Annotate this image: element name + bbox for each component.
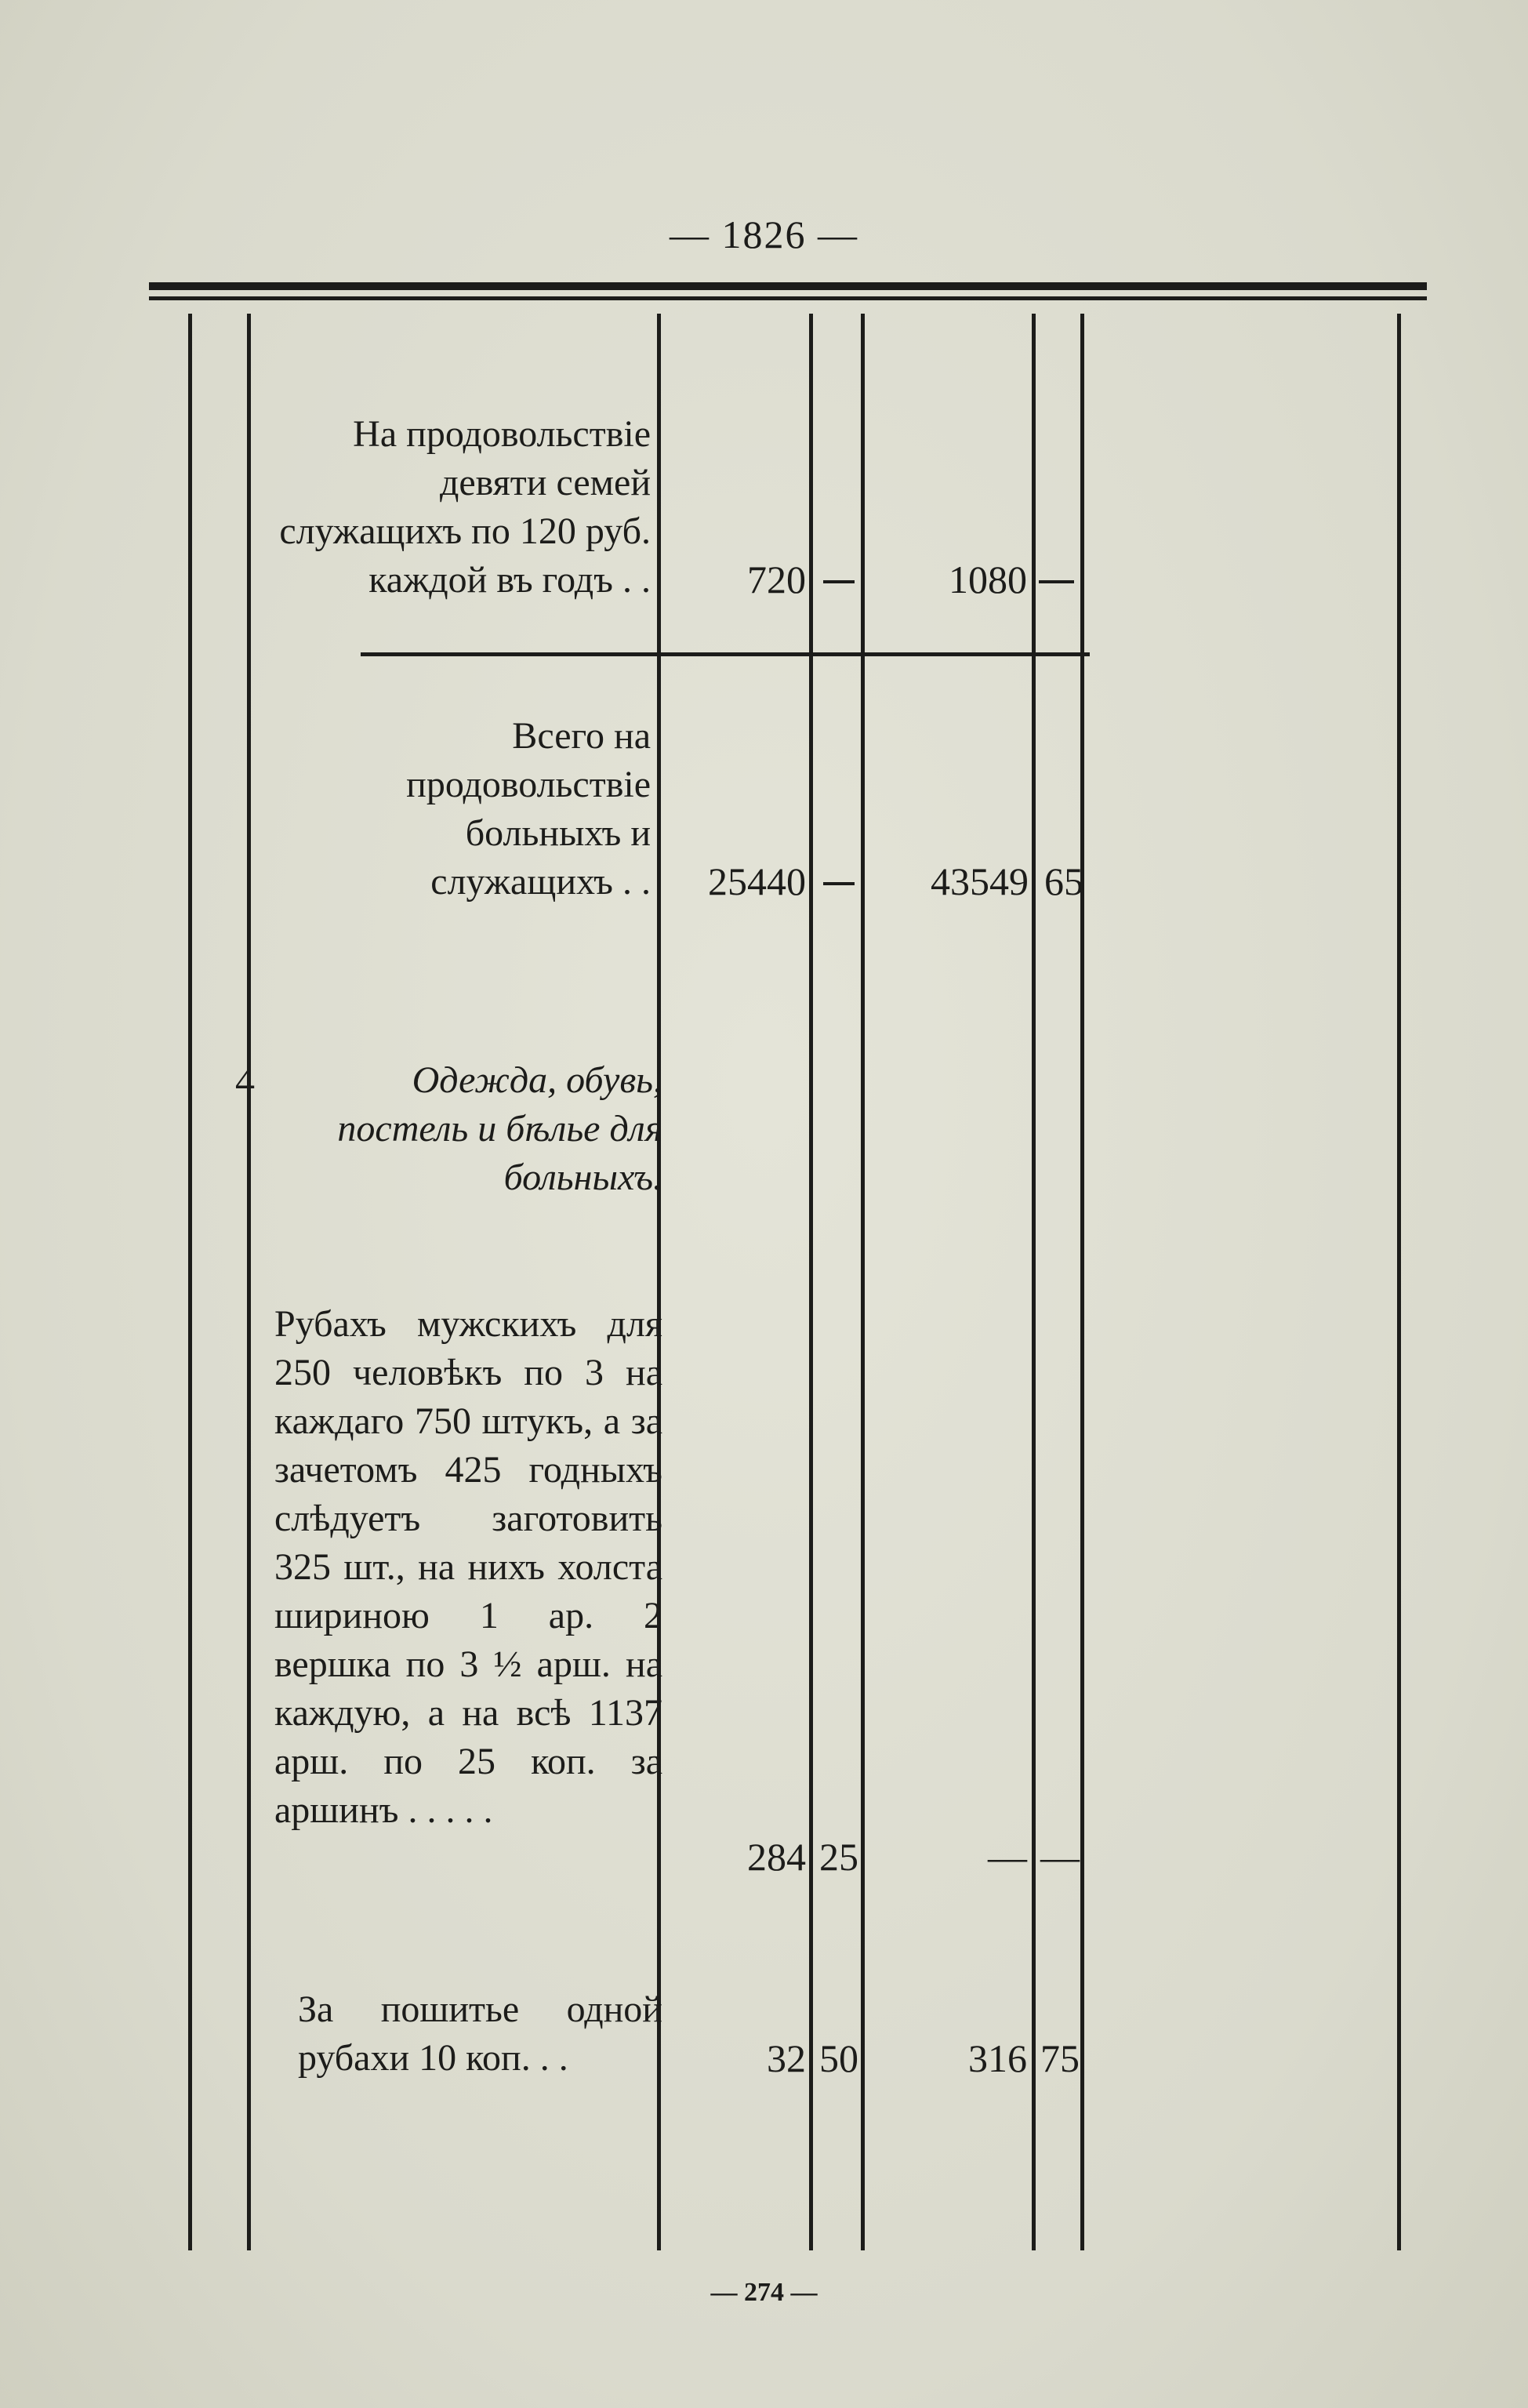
row-shirts-col2-kop: — <box>1040 1835 1080 1879</box>
row-total-food-col2-rub: 43549 <box>931 859 1029 903</box>
row-total-food-col2-kop: 65 <box>1044 859 1083 903</box>
page-header-number: — 1826 — <box>670 212 858 256</box>
column-line <box>809 314 813 2250</box>
section-4-number: 4 <box>235 1059 255 1102</box>
page-footer-number: — 274 — <box>710 2278 818 2307</box>
row-shirts-col1-rub: 284 <box>747 1835 806 1879</box>
row-total-food-text: Всего на продовольствіе больныхъ и служащихъ . . <box>406 715 651 903</box>
bleed-through-right <box>941 392 1333 1960</box>
row-staff-families-col1-rub: 720 <box>747 558 806 601</box>
row-sewing-col2-kop: 75 <box>1040 2036 1080 2080</box>
column-line <box>1032 314 1036 2250</box>
column-line <box>1397 314 1401 2250</box>
row-shirts-col2-rub: — <box>988 1835 1027 1879</box>
column-line <box>657 314 661 2250</box>
sum-rule <box>361 652 1090 656</box>
row-sewing-col2-rub: 316 <box>968 2036 1027 2080</box>
row-staff-families-col1-kop-dash <box>823 580 855 583</box>
row-sewing-col1-rub: 32 <box>767 2036 806 2080</box>
row-total-food-col1-rub: 25440 <box>708 859 806 903</box>
column-line <box>247 314 251 2250</box>
column-line <box>861 314 865 2250</box>
row-staff-families-text: На продовольствіе девяти семей служащихъ по 120 руб. каждой въ годъ . . <box>279 413 651 601</box>
row-staff-families-col2-kop-dash <box>1039 580 1074 583</box>
header-rule-thick <box>149 282 1427 290</box>
row-sewing-col1-kop: 50 <box>819 2036 858 2080</box>
header-rule-thin <box>149 296 1427 300</box>
column-line <box>188 314 192 2250</box>
row-total-food-col1-kop-dash <box>823 882 855 885</box>
section-4-heading: Одежда, обувь, постель и бѣлье для больныхъ. <box>337 1059 662 1198</box>
column-line <box>1080 314 1084 2250</box>
row-shirts-text: Рубахъ мужскихъ для 250 человѣкъ по 3 на каждаго 750 штукъ, а за зачетомъ 425 годныхъ слѣдуетъ заготовить 325 шт., на нихъ холста шириною 1 ар. 2 вершка по 3 ½ арш. на каждую, а на всѣ 1137 арш. по 25 коп. за аршинъ . . . . . <box>274 1303 662 1831</box>
row-shirts-col1-kop: 25 <box>819 1835 858 1879</box>
row-sewing-text: За пошитье одной рубахи 10 коп. . . <box>298 1989 662 2079</box>
row-staff-families-col2-rub: 1080 <box>949 558 1027 601</box>
